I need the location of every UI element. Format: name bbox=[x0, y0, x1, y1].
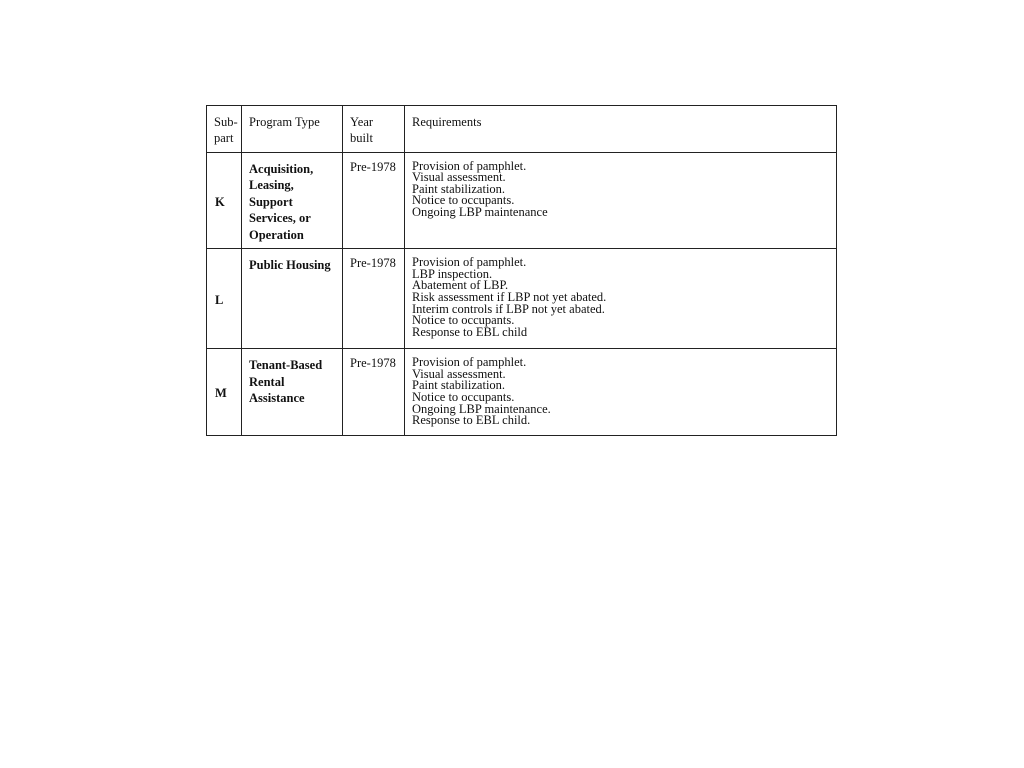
requirement-item: Risk assessment if LBP not yet abated. bbox=[412, 289, 607, 304]
header-requirements: Requirements bbox=[405, 106, 837, 153]
requirement-item: Provision of pamphlet. bbox=[412, 355, 527, 369]
header-program-type: Program Type bbox=[242, 106, 343, 153]
requirement-item: Abatement of LBP. bbox=[412, 278, 509, 293]
year-built-cell: Pre-1978 bbox=[343, 249, 405, 349]
table-header-row bbox=[207, 106, 837, 153]
header-year-built: Year built bbox=[343, 106, 405, 153]
requirements-cell bbox=[405, 249, 837, 349]
requirements-cell bbox=[405, 349, 837, 436]
program-type-cell: Tenant-Based Rental Assistance bbox=[242, 349, 343, 436]
requirement-item: Provision of pamphlet. bbox=[412, 158, 527, 173]
requirement-item: Notice to occupants. bbox=[412, 389, 515, 404]
requirement-item: Notice to occupants. bbox=[412, 193, 515, 208]
requirement-item: Visual assessment. bbox=[412, 170, 506, 185]
requirement-item: Interim controls if LBP not yet abated. bbox=[412, 301, 605, 316]
requirement-item: Response to EBL child bbox=[412, 324, 528, 339]
table-row bbox=[207, 249, 837, 349]
subpart-cell: L bbox=[207, 249, 242, 349]
subpart-cell: K bbox=[207, 152, 242, 249]
requirement-item: Ongoing LBP maintenance bbox=[412, 205, 548, 219]
year-built-cell: Pre-1978 bbox=[343, 152, 405, 249]
lbp-requirements-table bbox=[206, 105, 837, 436]
header-subpart: Sub- part bbox=[207, 106, 242, 153]
year-built-cell: Pre-1978 bbox=[343, 349, 405, 436]
requirement-item: Visual assessment. bbox=[412, 366, 506, 381]
requirement-item: Ongoing LBP maintenance. bbox=[412, 401, 551, 416]
requirement-item: Provision of pamphlet. bbox=[412, 255, 527, 269]
requirement-item: Response to EBL child. bbox=[412, 413, 531, 428]
requirement-item: Paint stabilization. bbox=[412, 181, 506, 196]
program-type-cell: Acquisition, Leasing, Support Services, or Operation bbox=[242, 152, 343, 249]
program-type-cell: Public Housing bbox=[242, 249, 343, 349]
requirement-item: LBP inspection. bbox=[412, 266, 493, 281]
subpart-cell: M bbox=[207, 349, 242, 436]
requirement-item: Paint stabilization. bbox=[412, 378, 506, 393]
requirements-cell bbox=[405, 152, 837, 249]
requirement-item: Notice to occupants. bbox=[412, 313, 515, 328]
table-row bbox=[207, 349, 837, 436]
table-row bbox=[207, 152, 837, 249]
